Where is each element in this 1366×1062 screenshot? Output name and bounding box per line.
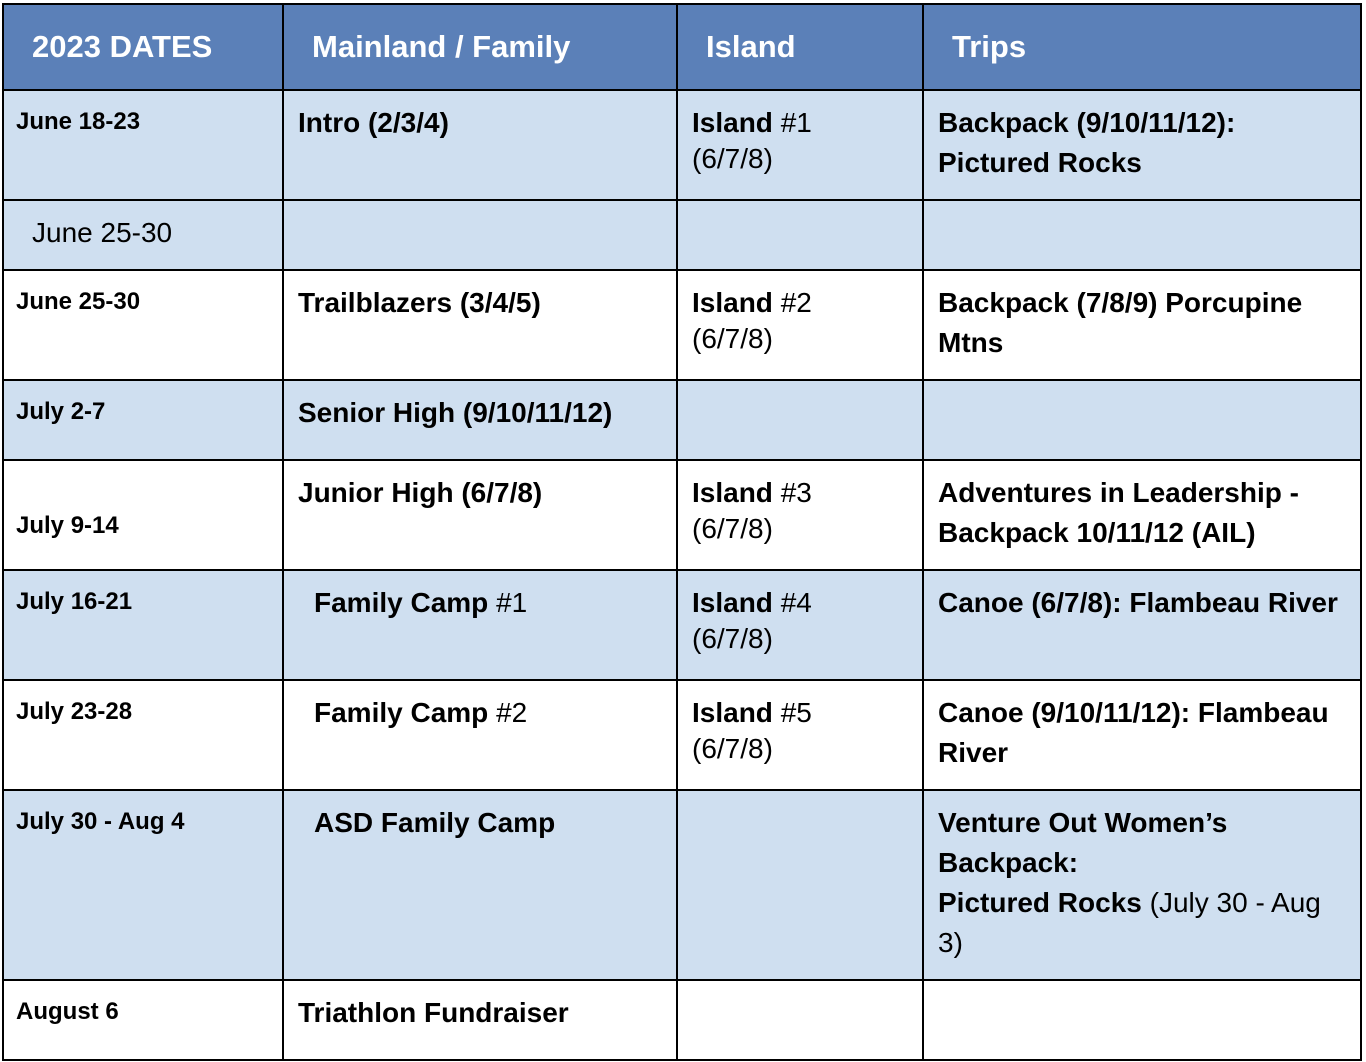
island-cell: Island #4 (6/7/8) [677,570,923,680]
table-row [3,200,1361,270]
date-cell: July 16-21 [3,570,283,680]
island-cell: Island #5 (6/7/8) [677,680,923,790]
date-cell: July 23-28 [3,680,283,790]
trips-cell: Venture Out Women’s Backpack: Pictured Rocks (July 30 - Aug 3) [923,790,1361,980]
table-row [3,570,1361,680]
mainland-cell: Family Camp #1 [283,570,677,680]
table-row [3,460,1361,570]
mainland-cell: Intro (2/3/4) [283,90,677,200]
island-cell [677,980,923,1060]
camp-schedule-table [2,3,1362,1061]
table-row [3,380,1361,460]
island-cell: Island #2 (6/7/8) [677,270,923,380]
date-cell: June 25-30 [3,270,283,380]
date-cell: June 18-23 [3,90,283,200]
mainland-cell: Senior High (9/10/11/12) [283,380,677,460]
trips-cell: Canoe (9/10/11/12): Flambeau River [923,680,1361,790]
date-cell: June 25-30 [3,200,283,270]
date-cell: July 30 - Aug 4 [3,790,283,980]
header-mainland: Mainland / Family [283,4,677,90]
trips-cell: Backpack (7/8/9) Porcupine Mtns [923,270,1361,380]
header-row [3,4,1361,90]
island-cell [677,790,923,980]
mainland-cell [283,200,677,270]
mainland-cell: Family Camp #2 [283,680,677,790]
island-cell: Island #1 (6/7/8) [677,90,923,200]
header-island: Island [677,4,923,90]
table-row [3,270,1361,380]
table-row [3,980,1361,1060]
header-dates: 2023 DATES [3,4,283,90]
trips-cell [923,380,1361,460]
date-cell: July 9-14 [3,460,283,570]
date-cell: August 6 [3,980,283,1060]
date-cell: July 2-7 [3,380,283,460]
trips-cell [923,980,1361,1060]
mainland-cell: Junior High (6/7/8) [283,460,677,570]
table-row [3,790,1361,980]
header-trips: Trips [923,4,1361,90]
mainland-cell: ASD Family Camp [283,790,677,980]
trips-cell: Backpack (9/10/11/12): Pictured Rocks [923,90,1361,200]
mainland-cell: Trailblazers (3/4/5) [283,270,677,380]
island-cell [677,380,923,460]
mainland-cell: Triathlon Fundraiser [283,980,677,1060]
table-row [3,680,1361,790]
table-row [3,90,1361,200]
trips-cell: Canoe (6/7/8): Flambeau River [923,570,1361,680]
trips-cell: Adventures in Leadership - Backpack 10/11/12 (AIL) [923,460,1361,570]
island-cell [677,200,923,270]
trips-cell [923,200,1361,270]
island-cell: Island #3 (6/7/8) [677,460,923,570]
